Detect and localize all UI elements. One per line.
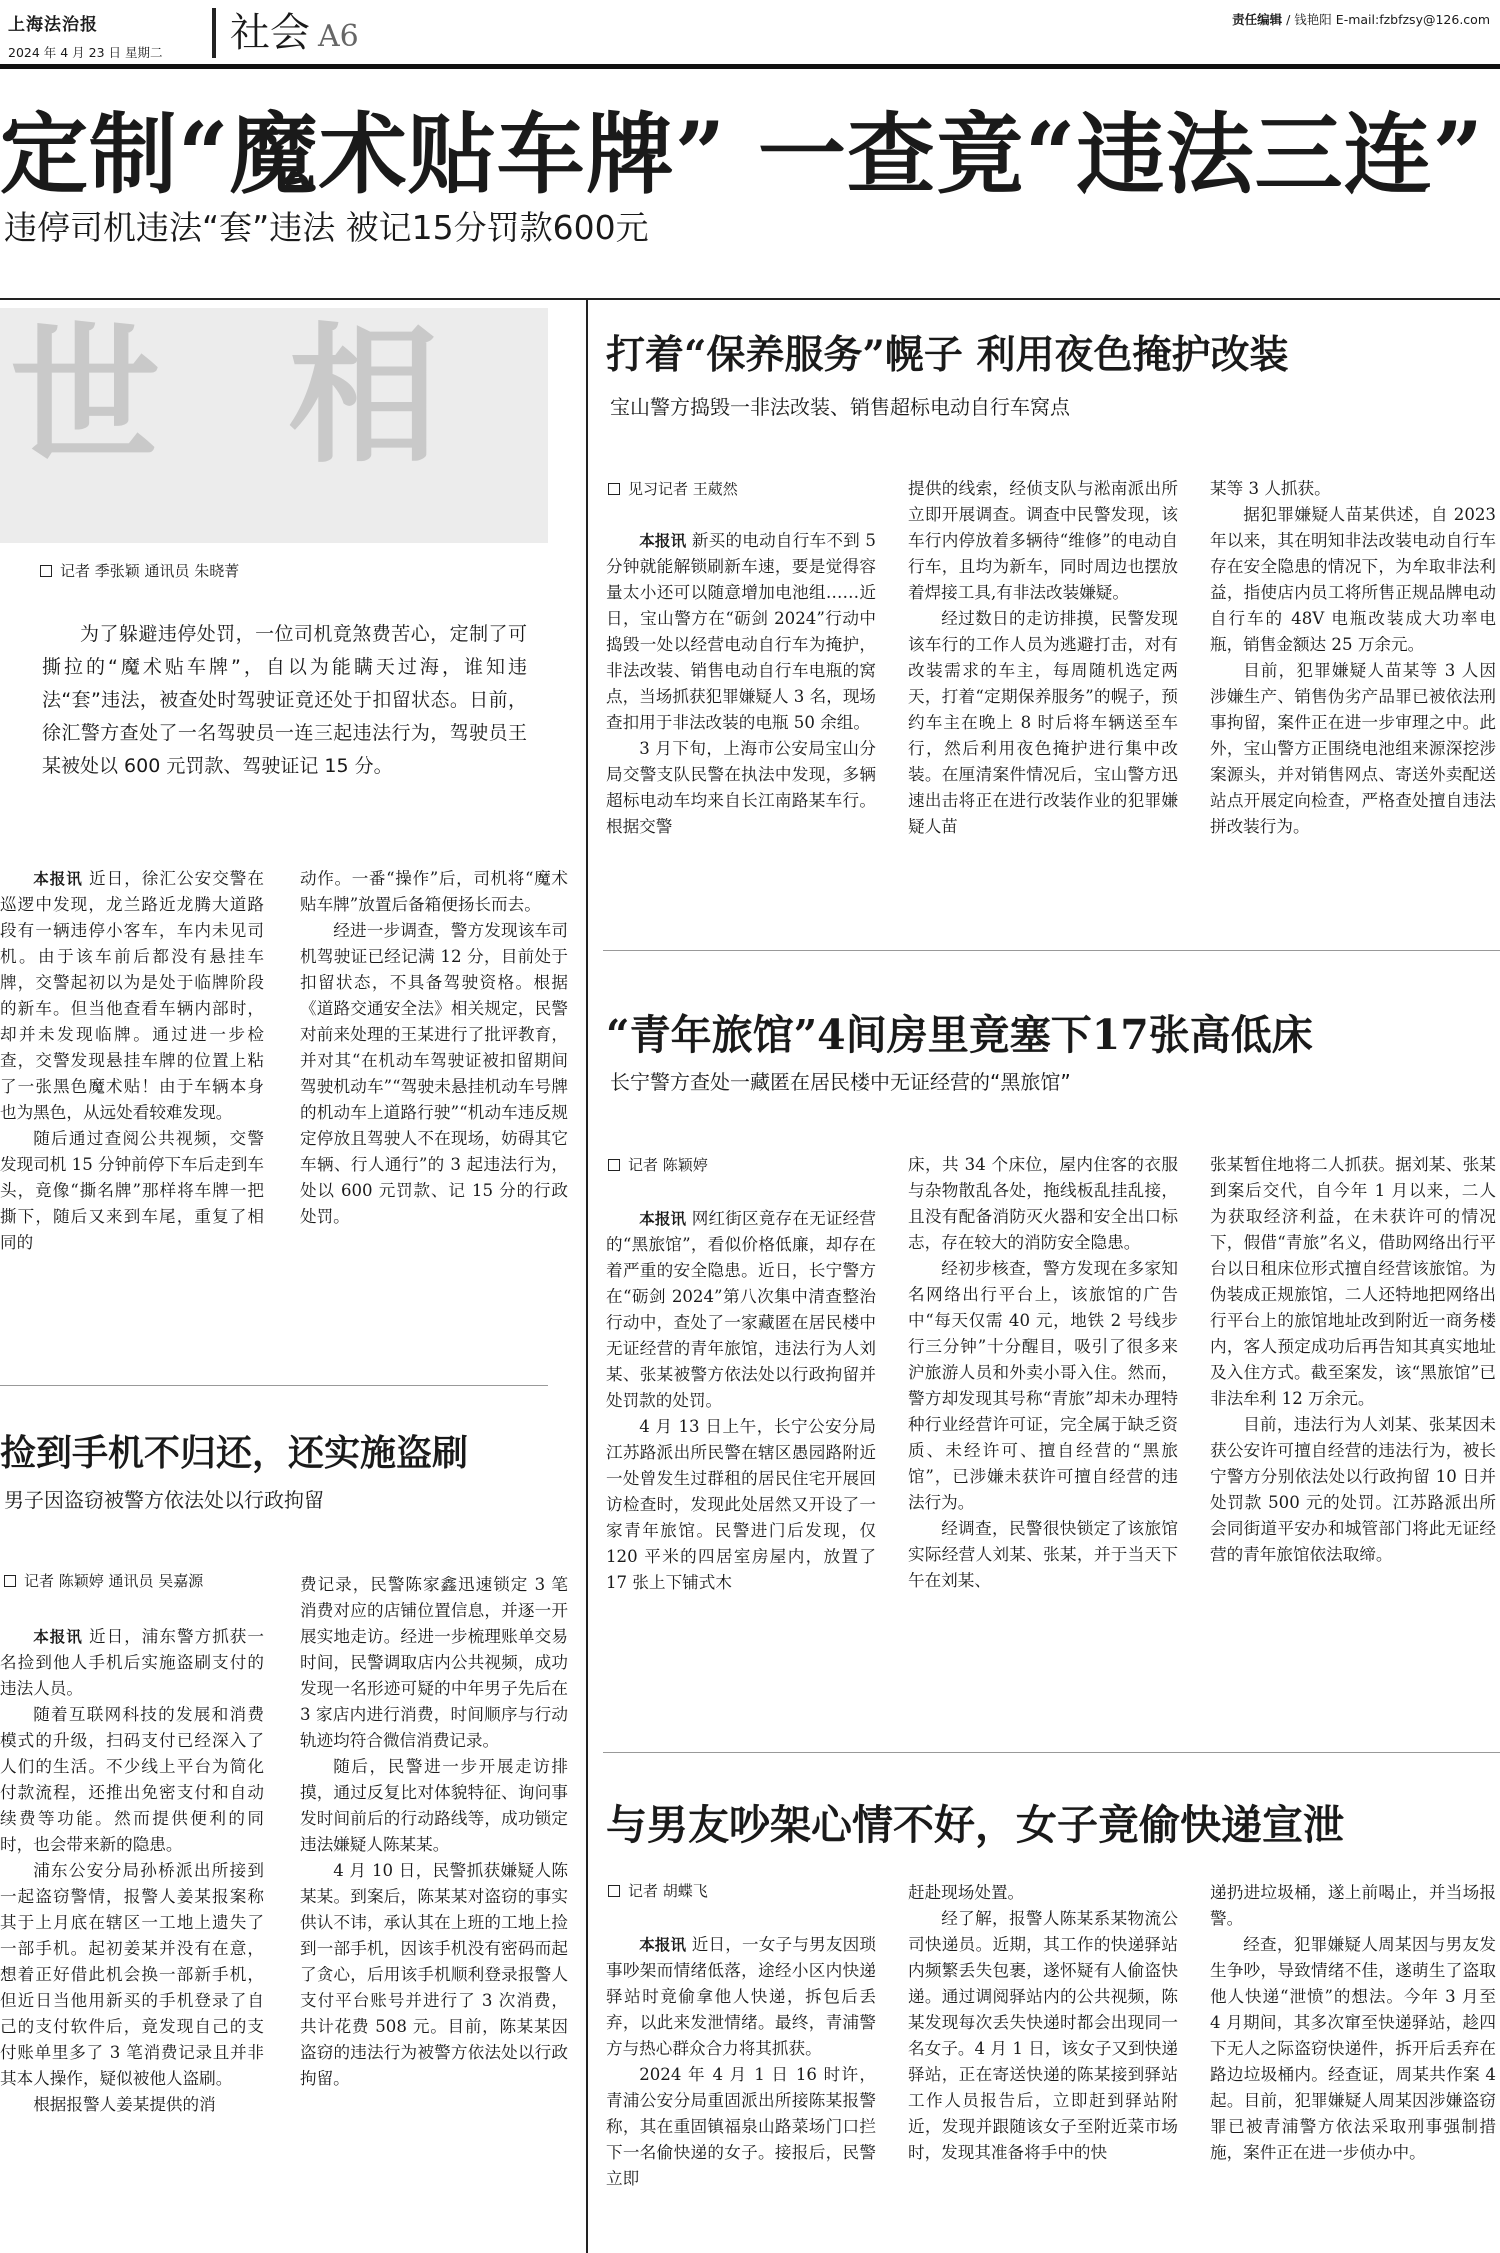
lead-column-2 xyxy=(300,866,568,1356)
section-rule-left xyxy=(0,1385,548,1386)
lead-byline xyxy=(40,560,239,582)
paragraph: 随后通过查阅公共视频，交警发现司机 15 分钟前停下车后走到车头，竟像“撕名牌”那样将车牌一把撕下，随后又来到车尾，重复了相同的 xyxy=(0,1129,264,1252)
section-title xyxy=(230,6,359,64)
lead-headline: 定制“魔术贴车牌” 一查竟“违法三连” xyxy=(0,102,1485,206)
editor-label: 责任编辑 xyxy=(1232,12,1283,27)
paragraph: 经进一步调查，警方发现该车司机驾驶证已经记满 12 分，目前处于扣留状态，不具备驾驶资格。根据《道路交通安全法》相关规定，民警对前来处理的王某进行了批评教育，并对其“在机动车驾驶证被扣留期间驾驶机动车”“驾驶未悬挂机动车号牌的机动车上道路行驶”“机动车违反规定停放且驾驶人不在现场，妨碍其它车辆、行人通行”的 3 起违法行为，处以 600 元罚款、记 15 分的行政处罚。 xyxy=(300,921,568,1226)
column-mark: 世 相 xyxy=(10,308,477,484)
phone-column-1 xyxy=(0,1624,264,2249)
paragraph-text: 新买的电动自行车不到 5 分钟就能解锁刷新车速，要是觉得容量太小还可以随意增加电池组……近日，宝山警方在“砺剑 2024”行动中捣毁一处以经营电动自行车为掩护，非法改装、销售电动自行车电瓶的窝点，当场抓获犯罪嫌疑人 3 名，现场查扣用于非法改装的电瓶 50 余组。 xyxy=(606,531,876,732)
parcel-column-1 xyxy=(606,1932,876,2250)
paragraph: 经初步核查，警方发现在多家知名网络出行平台上，该旅馆的广告中“每天仅需 40 元，地铁 2 号线步行三分钟”十分醒目，吸引了很多来沪旅游人员和外卖小哥入住。然而，警方却发现其号称“青旅”却未办理特种行业经营许可证，完全属于缺乏资质、未经许可、擅自经营的“黑旅馆”，已涉嫌未获许可擅自经营的违法行为。 xyxy=(908,1259,1178,1512)
paragraph: 张某暂住地将二人抓获。据刘某、张某到案后交代，自今年 1 月以来，二人为获取经济利益，在未获许可的情况下，假借“青旅”名义，借助网络出行平台以日租床位形式擅自经营该旅馆。为伪装成正规旅馆，二人还特地把网络出行平台上的旅馆地址改到附近一商务楼内，客人预定成功后再告知其真实地址及入住方式。截至案发，该“黑旅馆”已非法牟利 12 万余元。 xyxy=(1210,1155,1496,1408)
repair-byline-text: 见习记者 王葳然 xyxy=(628,480,738,498)
paragraph: 动作。一番“操作”后，司机将“魔术贴车牌”放置后备箱便扬长而去。 xyxy=(300,869,568,914)
repair-byline xyxy=(608,478,738,500)
repair-column-2 xyxy=(908,476,1178,926)
hostel-byline-text: 记者 陈颖婷 xyxy=(628,1156,708,1174)
paragraph: 经调查，民警很快锁定了该旅馆实际经营人刘某、张某，并于当天下午在刘某、 xyxy=(908,1519,1178,1590)
header-rule xyxy=(0,64,1500,69)
paragraph: 目前，犯罪嫌疑人苗某等 3 人因涉嫌生产、销售伪劣产品罪已被依法刑事拘留，案件正在进一步审理之中。此外，宝山警方正围绕电池组来源深挖涉案源头，并对销售网点、寄送外卖配送站点开展定向检查，严格查处擅自违法拼改装行为。 xyxy=(1210,661,1496,836)
phone-byline-text: 记者 陈颖婷 通讯员 吴嘉源 xyxy=(24,1572,204,1590)
phone-subheadline: 男子因盗窃被警方依法处以行政拘留 xyxy=(4,1488,324,1512)
paragraph xyxy=(606,1206,876,1414)
editor-credit: 责任编辑 / 钱艳阳 E-mail:fzbfzsy@126.com xyxy=(1232,12,1490,27)
lead-label: 本报讯 xyxy=(639,1210,687,1228)
byline-square-icon xyxy=(608,483,620,495)
page-number: A6 xyxy=(318,19,359,54)
paragraph-text: 近日，徐汇公安交警在巡逻中发现，龙兰路近龙腾大道路段有一辆违停小客车，车内未见司机。由于该车前后都没有悬挂车牌，交警起初以为是处于临牌阶段的新车。但当他查看车辆内部时，却并未发现临牌。通过进一步检查，交警发现悬挂车牌的位置上粘了一张黑色魔术贴！由于车辆本身也为黑色，从远处看较难发现。 xyxy=(0,869,264,1122)
paragraph: 经查，犯罪嫌疑人周某因与男友发生争吵，导致情绪不佳，遂萌生了盗取他人快递“泄愤”的想法。今年 3 月至 4 月期间，其多次窜至快递驿站，趁四下无人之际盗窃快递件，拆开后丢弃在路边垃圾桶内。经查证，周某共作案 4 起。目前，犯罪嫌疑人周某因涉嫌盗窃罪已被青浦警方依法采取刑事强制措施，案件正在进一步侦办中。 xyxy=(1210,1935,1496,2162)
parcel-column-3 xyxy=(1210,1880,1496,2250)
paragraph: 随后，民警进一步开展走访排摸，通过反复比对体貌特征、询问事发时间前后的行动路线等，成功锁定违法嫌疑人陈某某。 xyxy=(300,1757,568,1854)
section-rule-right-2 xyxy=(603,1752,1500,1753)
repair-column-1 xyxy=(606,528,876,926)
parcel-headline: 与男友吵架心情不好，女子竟偷快递宣泄 xyxy=(606,1801,1344,1849)
paragraph: 递扔进垃圾桶，遂上前喝止，并当场报警。 xyxy=(1210,1883,1496,1928)
hostel-subheadline: 长宁警方查处一藏匿在居民楼中无证经营的“黑旅馆” xyxy=(610,1070,1071,1094)
column-divider xyxy=(586,300,588,2253)
byline-square-icon xyxy=(608,1159,620,1171)
paragraph: 随着互联网科技的发展和消费模式的升级，扫码支付已经深入了人们的生活。不少线上平台为简化付款流程，还推出免密支付和自动续费等功能。然而提供便利的同时，也会带来新的隐患。 xyxy=(0,1705,264,1854)
hostel-column-2 xyxy=(908,1152,1178,1726)
lead-column-1 xyxy=(0,866,264,1356)
paragraph: 2024 年 4 月 1 日 16 时许，青浦公安分局重固派出所接陈某报警称，其在重固镇福泉山路菜场门口拦下一名偷快递的女子。接报后，民警立即 xyxy=(606,2065,876,2188)
lead-intro: 为了躲避违停处罚，一位司机竟煞费苦心，定制了可撕拉的“魔术贴车牌”，自以为能瞒天过海，谁知违法“套”违法，被查处时驾驶证竟还处于扣留状态。日前，徐汇警方查处了一名驾驶员一连三起违法行为，驾驶员王某被处以 600 元罚款、驾驶证记 15 分。 xyxy=(42,623,527,777)
paragraph: 目前，违法行为人刘某、张某因未获公安许可擅自经营的违法行为，被长宁警方分别依法处以行政拘留 10 日并处罚款 500 元的处罚。江苏路派出所会同街道平安办和城管部门将此无证经营的青年旅馆依法取缔。 xyxy=(1210,1415,1496,1564)
paragraph: 提供的线索，经侦支队与淞南派出所立即开展调查。调查中民警发现，该车行内停放着多辆待“维修”的电动自行车，且均为新车，同时周边也摆放着焊接工具,有非法改装嫌疑。 xyxy=(908,479,1178,602)
parcel-column-2 xyxy=(908,1880,1178,2250)
phone-headline: 捡到手机不归还，还实施盗刷 xyxy=(0,1432,469,1474)
repair-headline: 打着“保养服务”幌子 利用夜色掩护改装 xyxy=(606,332,1289,378)
paragraph: 某等 3 人抓获。 xyxy=(1210,479,1331,498)
paragraph: 浦东公安分局孙桥派出所接到一起盗窃警情，报警人姜某报案称其于上月底在辖区一工地上遗失了一部手机。起初姜某并没有在意，想着正好借此机会换一部新手机，但近日当他用新买的手机登录了自己的支付软件后，竟发现自己的支付账单里多了 3 笔消费记录且并非其本人操作，疑似被他人盗刷。 xyxy=(0,1861,264,2088)
paragraph: 费记录，民警陈家鑫迅速锁定 3 笔消费对应的店铺位置信息，并逐一开展实地走访。经进一步梳理账单交易时间，民警调取店内公共视频，成功发现一名形迹可疑的中年男子先后在 3 家店内进行消费，时间顺序与行动轨迹均符合微信消费记录。 xyxy=(300,1575,568,1750)
hostel-column-1 xyxy=(606,1206,876,1726)
paragraph: 4 月 13 日上午，长宁公安分局江苏路派出所民警在辖区愚园路附近一处曾发生过群租的居民住宅开展回访检查时，发现此处居然又开设了一家青年旅馆。民警进门后发现，仅 120 平米的四居室房屋内，放置了 17 张上下铺式木 xyxy=(606,1417,876,1592)
paragraph: 4 月 10 日，民警抓获嫌疑人陈某某。到案后，陈某某对盗窃的事实供认不讳，承认其在上班的工地上捡到一部手机，因该手机没有密码而起了贪心，后用该手机顺利登录报警人支付平台账号并进行了 3 次消费，共计花费 508 元。目前，陈某某因盗窃的违法行为被警方依法处以行政拘留。 xyxy=(300,1861,568,2088)
byline-square-icon xyxy=(4,1575,16,1587)
paragraph: 赶赴现场处置。 xyxy=(908,1883,1025,1902)
paragraph: 经了解，报警人陈某系某物流公司快递员。近期，其工作的快递驿站内频繁丢失包裹，遂怀疑有人偷盗快递。通过调阅驿站内的公共视频，陈某发现每次丢失快递时都会出现同一名女子。4 月 1 日，该女子又到快递驿站，正在寄送快递的陈某接到驿站工作人员报告后，立即赶到驿站附近，发现并跟随该女子至附近菜市场时，发现其准备将手中的快 xyxy=(908,1909,1178,2162)
lead-label: 本报讯 xyxy=(639,532,687,550)
editor-email: E-mail:fzbfzsy@126.com xyxy=(1335,12,1490,27)
section-rule-right-1 xyxy=(603,950,1500,951)
hostel-column-3 xyxy=(1210,1152,1496,1726)
paragraph-text: 近日，一女子与男友因琐事吵架而情绪低落，途经小区内快递驿站时竟偷拿他人快递，拆包后丢弃，以此来发泄情绪。最终，青浦警方与热心群众合力将其抓获。 xyxy=(606,1935,876,2058)
paragraph: 床，共 34 个床位，屋内住客的衣服与杂物散乱各处，拖线板乱挂乱接，且没有配备消防灭火器和安全出口标志，存在较大的消防安全隐患。 xyxy=(908,1155,1178,1252)
lead-label: 本报讯 xyxy=(33,870,83,888)
phone-byline xyxy=(4,1570,203,1592)
lead-byline-text: 记者 季张颖 通讯员 朱晓菁 xyxy=(60,562,240,580)
byline-square-icon xyxy=(608,1885,620,1897)
lead-subheadline: 违停司机违法“套”违法 被记15分罚款600元 xyxy=(4,208,649,247)
section-name: 社会 xyxy=(230,10,310,56)
paragraph: 3 月下旬，上海市公安局宝山分局交警支队民警在执法中发现，多辆超标电动车均来自长江南路某车行。根据交警 xyxy=(606,739,876,836)
paper-name: 上海法治报 xyxy=(8,15,98,35)
issue-date: 2024 年 4 月 23 日 星期二 xyxy=(8,45,163,60)
editor-name: 钱艳阳 xyxy=(1294,12,1332,27)
paragraph xyxy=(0,1624,264,1702)
paragraph: 据犯罪嫌疑人苗某供述，自 2023 年以来，其在明知非法改装电动自行车存在安全隐患的情况下，为牟取非法利益，指使店内员工将所售正规品牌电动自行车的 48V 电瓶改装成大功率电瓶，销售金额达 25 万余元。 xyxy=(1210,505,1496,654)
paragraph xyxy=(0,866,264,1126)
hostel-headline: “青年旅馆”4间房里竟塞下17张高低床 xyxy=(606,1011,1313,1059)
phone-column-2 xyxy=(300,1572,568,2249)
repair-column-3 xyxy=(1210,476,1496,926)
paragraph xyxy=(606,528,876,736)
hostel-byline xyxy=(608,1154,708,1176)
repair-subheadline: 宝山警方捣毁一非法改装、销售超标电动自行车窝点 xyxy=(610,395,1070,419)
lead-label: 本报讯 xyxy=(33,1628,83,1646)
paragraph: 经过数日的走访排摸，民警发现该车行的工作人员为逃避打击，对有改装需求的车主，每周随机选定两天，打着“定期保养服务”的幌子，预约车主在晚上 8 时后将车辆送至车行，然后利用夜色掩护进行集中改装。在厘清案件情况后，宝山警方迅速出击将正在进行改装作业的犯罪嫌疑人苗 xyxy=(908,609,1178,836)
parcel-byline xyxy=(608,1880,708,1902)
paragraph-text: 网红街区竟存在无证经营的“黑旅馆”，看似价格低廉，却存在着严重的安全隐患。近日，长宁警方在“砺剑 2024”第八次集中清查整治行动中，查处了一家藏匿在居民楼中无证经营的青年旅馆，违法行为人刘某、张某被警方依法处以行政拘留并处罚款的处罚。 xyxy=(606,1209,876,1410)
masthead xyxy=(8,10,213,60)
parcel-byline-text: 记者 胡蝶飞 xyxy=(628,1882,708,1900)
paragraph: 根据报警人姜某提供的消 xyxy=(33,2095,216,2114)
masthead-divider xyxy=(212,8,216,58)
lead-label: 本报讯 xyxy=(639,1936,687,1954)
paragraph-text: 近日，浦东警方抓获一名捡到他人手机后实施盗刷支付的违法人员。 xyxy=(0,1627,264,1698)
paragraph xyxy=(606,1932,876,2062)
byline-square-icon xyxy=(40,565,52,577)
